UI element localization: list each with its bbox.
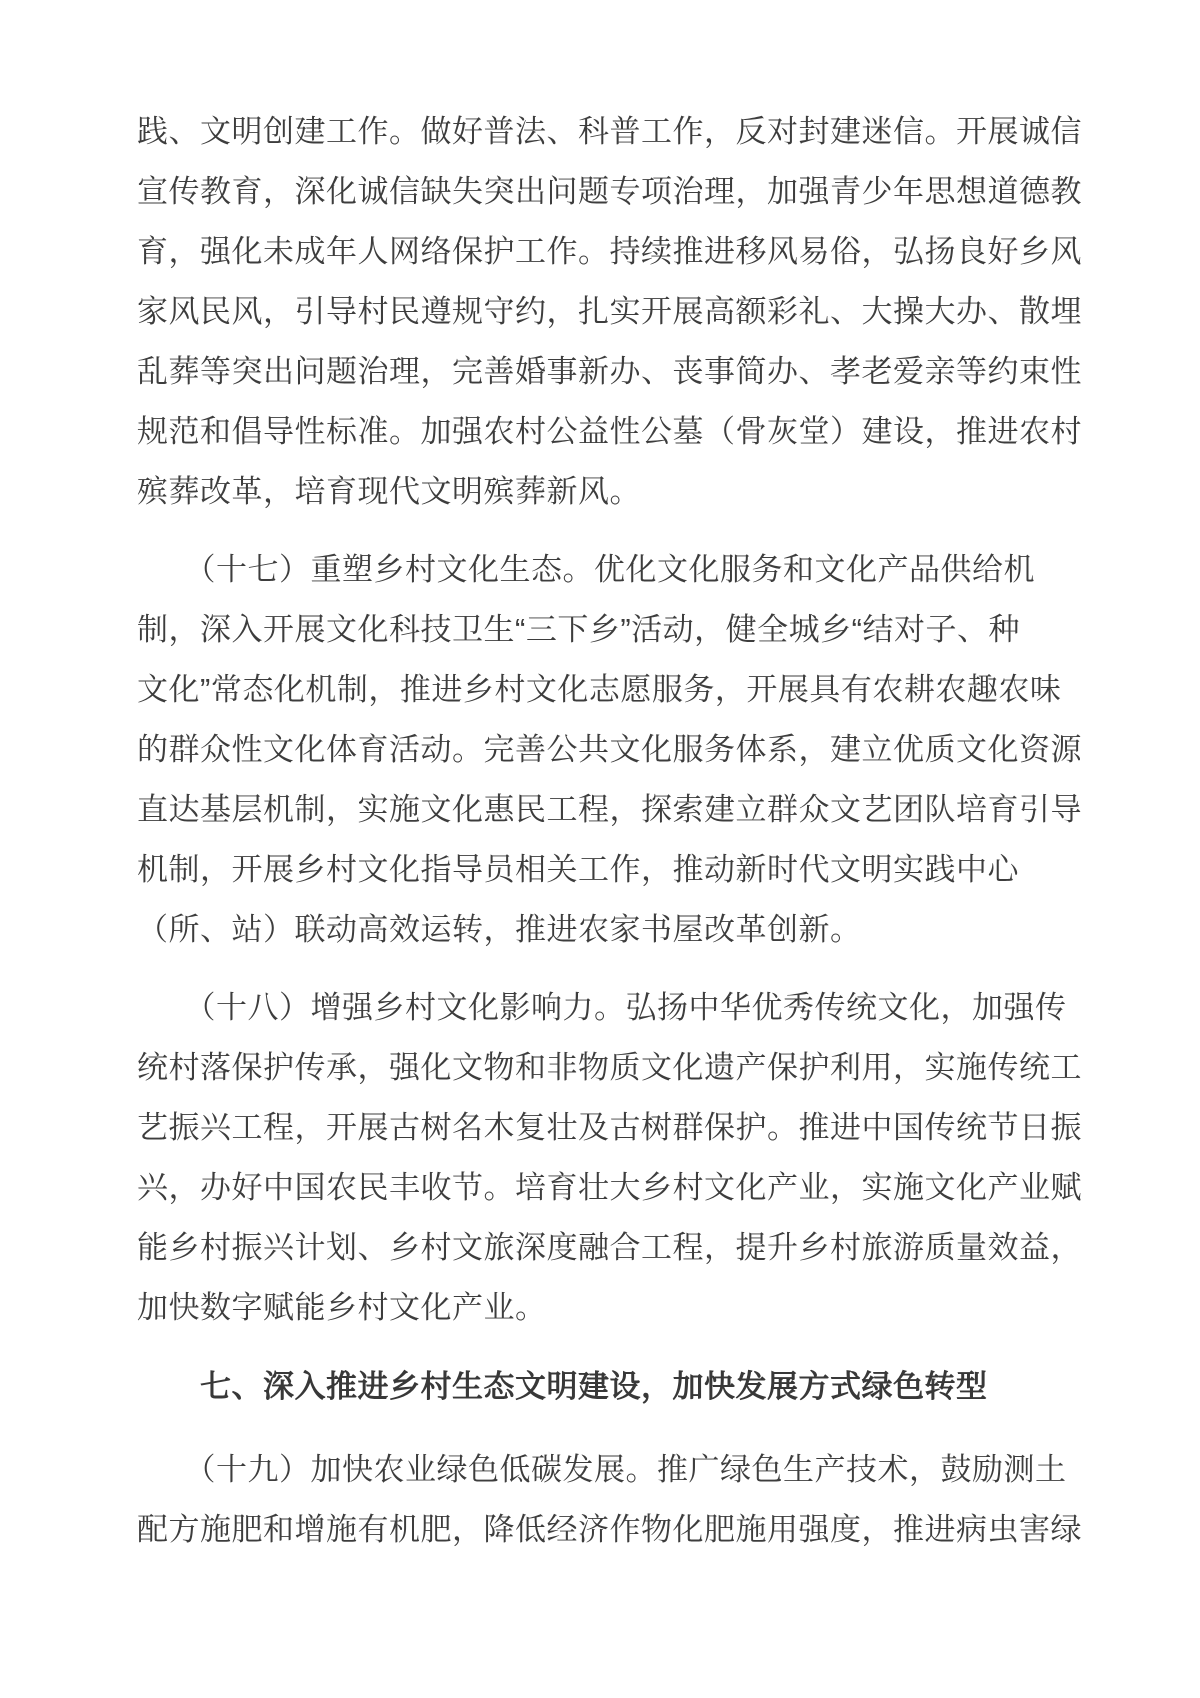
text-line: 制，深入开展文化科技卫生“三下乡”活动，健全城乡“结对子、种 (137, 612, 1020, 647)
text-line: 殡葬改革，培育现代文明殡葬新风。 (137, 474, 641, 509)
text-line: 的群众性文化体育活动。完善公共文化服务体系，建立优质文化资源 (137, 732, 1082, 767)
text-line: 兴，办好中国农民丰收节。培育壮大乡村文化产业，实施文化产业赋 (137, 1170, 1082, 1205)
text-line: 艺振兴工程，开展古树名木复壮及古树群保护。推进中国传统节日振 (137, 1110, 1082, 1145)
text-line: 直达基层机制，实施文化惠民工程，探索建立群众文艺团队培育引导 (137, 792, 1082, 827)
text-line: 乱葬等突出问题治理，完善婚事新办、丧事简办、孝老爱亲等约束性 (137, 354, 1082, 389)
section-heading (137, 1357, 1070, 1417)
text-line: 规范和倡导性标准。加强农村公益性公墓（骨灰堂）建设，推进农村 (137, 414, 1082, 449)
text-line: 配方施肥和增施有机肥，降低经济作物化肥施用强度，推进病虫害绿 (137, 1512, 1082, 1547)
paragraph (137, 540, 1082, 960)
text-line: 育，强化未成年人网络保护工作。持续推进移风易俗，弘扬良好乡风 (137, 234, 1082, 269)
text-line: 践、文明创建工作。做好普法、科普工作，反对封建迷信。开展诚信 (137, 114, 1082, 149)
text-line: 加快数字赋能乡村文化产业。 (137, 1290, 547, 1325)
text-line: （十八）增强乡村文化影响力。弘扬中华优秀传统文化，加强传 (137, 990, 1067, 1025)
text-line: 宣传教育，深化诚信缺失突出问题专项治理，加强青少年思想道德教 (137, 174, 1082, 209)
text-line: 七、深入推进乡村生态文明建设，加快发展方式绿色转型 (137, 1369, 988, 1404)
text-line: （十七）重塑乡村文化生态。优化文化服务和文化产品供给机 (137, 552, 1035, 587)
text-line: （所、站）联动高效运转，推进农家书屋改革创新。 (137, 912, 862, 947)
text-line: 机制，开展乡村文化指导员相关工作，推动新时代文明实践中心 (137, 852, 1019, 887)
text-line: 文化”常态化机制，推进乡村文化志愿服务，开展具有农耕农趣农味 (137, 672, 1062, 707)
paragraph (137, 102, 1082, 522)
text-line: 能乡村振兴计划、乡村文旅深度融合工程，提升乡村旅游质量效益， (137, 1230, 1082, 1265)
paragraph (137, 1440, 1082, 1560)
paragraph (137, 978, 1082, 1338)
text-line: 家风民风，引导村民遵规守约，扎实开展高额彩礼、大操大办、散埋 (137, 294, 1082, 329)
text-line: 统村落保护传承，强化文物和非物质文化遗产保护利用，实施传统工 (137, 1050, 1082, 1085)
text-line: （十九）加快农业绿色低碳发展。推广绿色生产技术，鼓励测土 (137, 1452, 1067, 1487)
